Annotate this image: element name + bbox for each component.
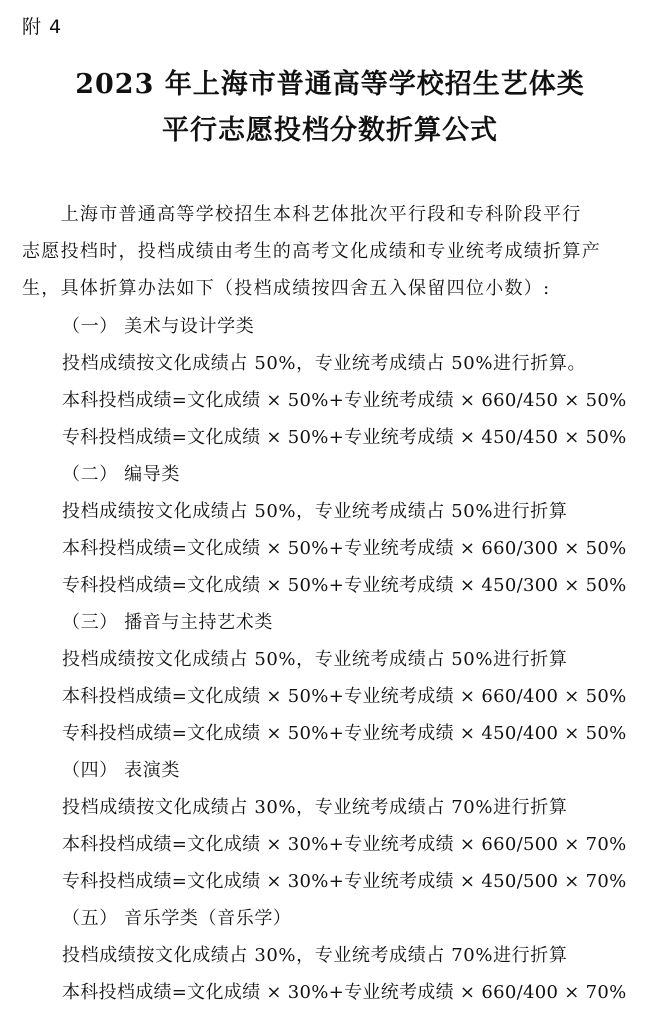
intro-line: 上海市普通高等学校招生本科艺体批次平行段和专科阶段平行 — [22, 204, 582, 225]
intro-line: 生，具体折算办法如下（投档成绩按四舍五入保留四位小数）: — [22, 278, 551, 299]
document-title-line-2: 平行志愿投档分数折算公式 — [162, 115, 498, 146]
section-rule: 投档成绩按文化成绩占 30%，专业统考成绩占 70%进行折算 — [62, 797, 568, 818]
intro-line: 志愿投档时，投档成绩由考生的高考文化成绩和专业统考成绩折算产 — [22, 241, 601, 262]
section-heading: （五） 音乐学类（音乐学） — [62, 908, 292, 929]
intro-paragraph — [22, 196, 642, 307]
section-rule: 投档成绩按文化成绩占 50%，专业统考成绩占 50%进行折算。 — [62, 353, 587, 374]
annex-label: 附 4 — [22, 16, 63, 38]
bachelor-formula: 本科投档成绩=文化成绩 × 50%+专业统考成绩 × 660/300 × 50% — [62, 538, 627, 559]
document-title-line-1: 2023 年上海市普通高等学校招生艺体类 — [75, 69, 585, 100]
section-heading: （二） 编导类 — [62, 464, 180, 485]
section-heading: （四） 表演类 — [62, 760, 180, 781]
associate-formula: 专科投档成绩=文化成绩 × 50%+专业统考成绩 × 450/400 × 50% — [62, 723, 627, 744]
bachelor-formula: 本科投档成绩=文化成绩 × 50%+专业统考成绩 × 660/450 × 50% — [62, 390, 627, 411]
section-heading: （一） 美术与设计学类 — [62, 316, 255, 337]
bachelor-formula: 本科投档成绩=文化成绩 × 50%+专业统考成绩 × 660/400 × 50% — [62, 686, 627, 707]
section-heading: （三） 播音与主持艺术类 — [62, 612, 273, 633]
section-rule: 投档成绩按文化成绩占 50%，专业统考成绩占 50%进行折算 — [62, 649, 568, 670]
bachelor-formula: 本科投档成绩=文化成绩 × 30%+专业统考成绩 × 660/400 × 70% — [62, 982, 627, 1003]
associate-formula: 专科投档成绩=文化成绩 × 50%+专业统考成绩 × 450/300 × 50% — [62, 575, 627, 596]
associate-formula: 专科投档成绩=文化成绩 × 30%+专业统考成绩 × 450/500 × 70% — [62, 871, 627, 892]
sections-list — [0, 308, 660, 1011]
associate-formula: 专科投档成绩=文化成绩 × 50%+专业统考成绩 × 450/450 × 50% — [62, 427, 627, 448]
section-rule: 投档成绩按文化成绩占 50%，专业统考成绩占 50%进行折算 — [62, 501, 568, 522]
bachelor-formula: 本科投档成绩=文化成绩 × 30%+专业统考成绩 × 660/500 × 70% — [62, 834, 627, 855]
section-rule: 投档成绩按文化成绩占 30%，专业统考成绩占 70%进行折算 — [62, 945, 568, 966]
